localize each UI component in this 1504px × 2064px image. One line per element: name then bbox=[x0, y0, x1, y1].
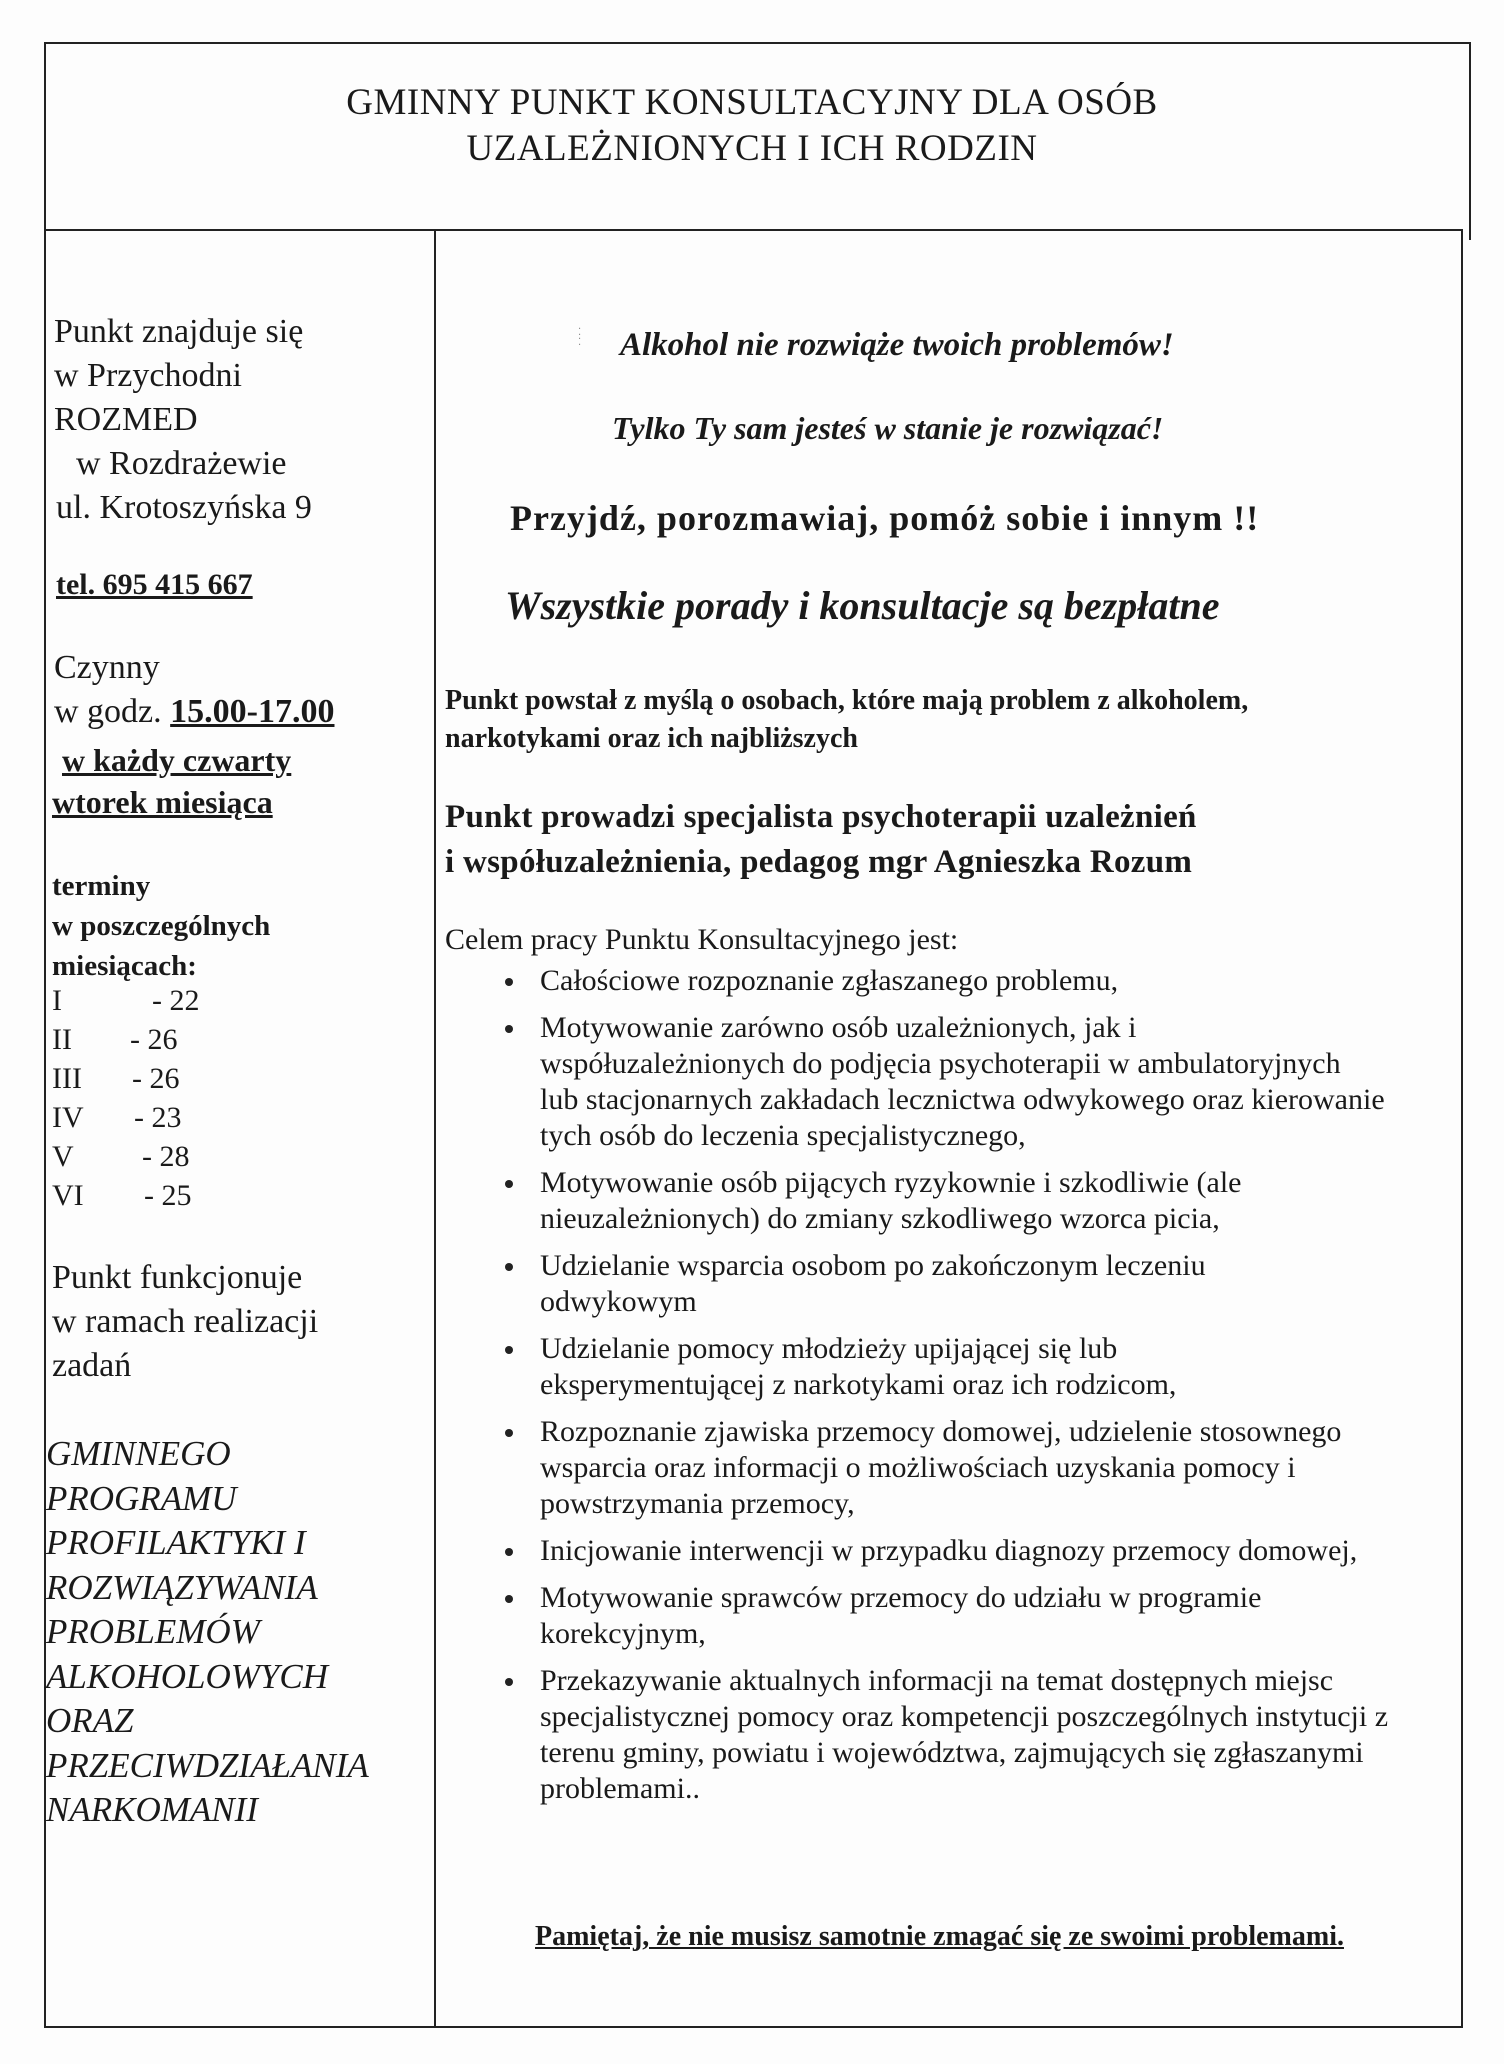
open-label: Czynny bbox=[54, 649, 160, 686]
specialist-line-2: i współuzależnienia, pedagog mgr Agnieszka Rozum bbox=[445, 844, 1193, 880]
title-line-2: UZALEŻNIONYCH I ICH RODZIN bbox=[466, 128, 1038, 169]
program-line: NARKOMANII bbox=[46, 1790, 258, 1829]
term-row bbox=[52, 1021, 178, 1059]
purpose-paragraph bbox=[445, 682, 1248, 758]
program-line: PRZECIWDZIAŁANIA bbox=[46, 1745, 369, 1785]
day-line-2: wtorek miesiąca bbox=[52, 784, 273, 820]
term-row bbox=[52, 1177, 192, 1215]
terms-heading-line-2: w poszczególnych bbox=[52, 910, 271, 942]
hours-value: 15.00-17.00 bbox=[170, 693, 335, 730]
term-row bbox=[52, 1138, 190, 1176]
hours-prefix: w godz. bbox=[54, 693, 162, 730]
day-line-1: w każdy czwarty bbox=[62, 742, 292, 778]
term-day: - 23 bbox=[134, 1101, 182, 1134]
purpose-line-1: Punkt powstał z myślą o osobach, które mają problem z alkoholem, bbox=[445, 685, 1249, 716]
term-day: - 28 bbox=[142, 1140, 190, 1173]
term-month: II bbox=[52, 1023, 72, 1056]
motto-1: Alkohol nie rozwiąże twoich problemów! bbox=[620, 327, 1174, 363]
call-to-action: Przyjdź, porozmawiaj, pomóż sobie i innym !! bbox=[510, 498, 1260, 538]
terms-heading bbox=[52, 866, 270, 986]
list-item: Motywowanie zarówno osób uzależnionych, jak i współuzależnionych do podjęcia psychoterapii w ambulatoryjnych lub stacjonarnych zakładach lecznictwa odwykowego oraz kierowanie tych osób do leczenia specjalistycznego, bbox=[540, 1011, 1385, 1152]
program-line: PROBLEMÓW bbox=[46, 1612, 260, 1651]
goals-list bbox=[540, 963, 1460, 1818]
program-line: PROFILAKTYKI I bbox=[46, 1523, 306, 1562]
specialist-line-1: Punkt prowadzi specjalista psychoterapii uzależnień bbox=[445, 799, 1197, 835]
function-line-1: Punkt funkcjonuje bbox=[52, 1259, 303, 1296]
list-item: Udzielanie pomocy młodzieży upijającej się lub eksperymentującej z narkotykami oraz ich rodzicom, bbox=[540, 1331, 1300, 1403]
term-row bbox=[52, 1099, 182, 1137]
term-month: I bbox=[52, 984, 62, 1017]
list-item: Motywowanie osób pijących ryzykownie i szkodliwie (ale nieuzależnionych) do zmiany szkodliwego wzorca picia, bbox=[540, 1165, 1420, 1237]
list-item: Udzielanie wsparcia osobom po zakończonym leczeniu odwykowym bbox=[540, 1248, 1340, 1320]
term-day: - 26 bbox=[132, 1062, 180, 1095]
program-line: ROZWIĄZYWANIA bbox=[46, 1567, 318, 1607]
program-line: GMINNEGO bbox=[46, 1434, 231, 1473]
location-line-1: Punkt znajduje się bbox=[54, 313, 304, 350]
term-day: - 22 bbox=[152, 984, 200, 1017]
title-line-1: GMINNY PUNKT KONSULTACYJNY DLA OSÓB bbox=[346, 82, 1158, 123]
phone-number: tel. 695 415 667 bbox=[56, 568, 253, 601]
program-line: ORAZ bbox=[46, 1701, 134, 1740]
purpose-line-2: narkotykami oraz ich najbliższych bbox=[445, 723, 858, 754]
free-consultations: Wszystkie porady i konsultacje są bezpłatne bbox=[505, 583, 1220, 628]
list-item: Motywowanie sprawców przemocy do udziału w programie korekcyjnym, bbox=[540, 1580, 1420, 1652]
terms-heading-line-1: terminy bbox=[52, 870, 151, 902]
location-line-2: w Przychodni bbox=[54, 357, 242, 394]
list-item: Całościowe rozpoznanie zgłaszanego problemu, bbox=[540, 963, 1400, 999]
closing-reminder: Pamiętaj, że nie musisz samotnie zmagać się ze swoimi problemami. bbox=[535, 1921, 1344, 1952]
list-item: Przekazywanie aktualnych informacji na temat dostępnych miejsc specjalistycznej pomocy oraz kompetencji poszczególnych instytucji z terenu gminy, powiatu i województwa, zajmujących się zgłaszanymi problemami.. bbox=[540, 1663, 1420, 1807]
list-item: Rozpoznanie zjawiska przemocy domowej, udzielenie stosownego wsparcia oraz informacji o możliwościach uzyskania pomocy i powstrzymania przemocy, bbox=[540, 1414, 1360, 1522]
term-row bbox=[52, 982, 200, 1020]
location-line-4: w Rozdrażewie bbox=[76, 445, 287, 482]
scan-speck: ⁚ ⁚ bbox=[578, 327, 582, 348]
function-line-3: zadań bbox=[52, 1347, 132, 1384]
term-month: V bbox=[52, 1140, 74, 1173]
term-month: IV bbox=[52, 1101, 84, 1134]
term-day: - 26 bbox=[130, 1023, 178, 1056]
term-day: - 25 bbox=[144, 1179, 192, 1212]
hours-line bbox=[54, 690, 334, 734]
term-row bbox=[52, 1060, 180, 1098]
page-title bbox=[0, 80, 1504, 172]
term-month: III bbox=[52, 1062, 82, 1095]
program-line: PROGRAMU bbox=[46, 1478, 237, 1518]
program-line: ALKOHOLOWYCH bbox=[46, 1656, 328, 1696]
terms-heading-line-3: miesiącach: bbox=[52, 950, 197, 982]
list-item: Inicjowanie interwencji w przypadku diagnozy przemocy domowej, bbox=[540, 1533, 1400, 1569]
location-line-5: ul. Krotoszyńska 9 bbox=[56, 489, 312, 526]
program-name bbox=[46, 1432, 369, 1833]
goals-intro: Celem pracy Punktu Konsultacyjnego jest: bbox=[445, 923, 959, 956]
term-month: VI bbox=[52, 1179, 84, 1212]
location-line-3: ROZMED bbox=[54, 401, 198, 438]
motto-2: Tylko Ty sam jesteś w stanie je rozwiązać! bbox=[612, 410, 1164, 446]
function-line-2: w ramach realizacji bbox=[52, 1303, 319, 1340]
specialist-paragraph bbox=[445, 795, 1197, 885]
